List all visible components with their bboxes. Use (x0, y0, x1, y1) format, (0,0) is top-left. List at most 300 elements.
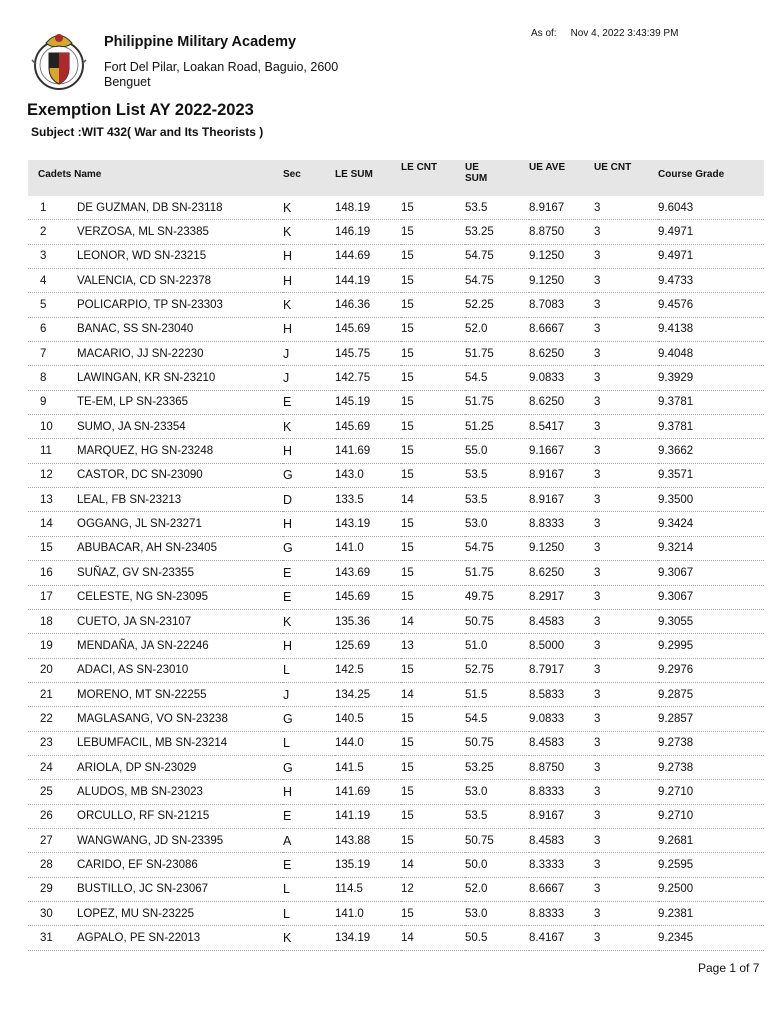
le-cnt: 14 (401, 609, 465, 633)
table-row (28, 731, 764, 755)
ue-cnt: 3 (594, 585, 658, 609)
cadet-name: CARIDO, EF SN-23086 (77, 853, 283, 877)
ue-sum: 54.5 (465, 707, 529, 731)
ue-cnt: 3 (594, 682, 658, 706)
course-grade: 9.2976 (658, 658, 764, 682)
table-row (28, 415, 764, 439)
row-number: 5 (28, 293, 77, 317)
le-sum: 141.0 (335, 536, 401, 560)
ue-ave: 8.7083 (529, 293, 594, 317)
ue-ave: 8.3333 (529, 853, 594, 877)
section: H (283, 269, 335, 293)
ue-ave: 8.6667 (529, 877, 594, 901)
row-number: 24 (28, 755, 77, 779)
row-number: 10 (28, 415, 77, 439)
ue-sum: 53.5 (465, 463, 529, 487)
row-number: 4 (28, 269, 77, 293)
ue-cnt: 3 (594, 634, 658, 658)
le-cnt: 15 (401, 269, 465, 293)
ue-sum: 51.0 (465, 634, 529, 658)
org-name: Philippine Military Academy (104, 34, 297, 50)
le-sum: 145.69 (335, 585, 401, 609)
le-cnt: 15 (401, 220, 465, 244)
row-number: 9 (28, 390, 77, 414)
cadet-name: LEBUMFACIL, MB SN-23214 (77, 731, 283, 755)
course-grade: 9.3929 (658, 366, 764, 390)
le-sum: 143.88 (335, 828, 401, 852)
ue-ave: 8.9167 (529, 488, 594, 512)
table-row (28, 707, 764, 731)
ue-ave: 8.8333 (529, 901, 594, 925)
row-number: 13 (28, 488, 77, 512)
course-grade: 9.3571 (658, 463, 764, 487)
row-number: 14 (28, 512, 77, 536)
table-row (28, 244, 764, 268)
course-grade: 9.2738 (658, 731, 764, 755)
le-sum: 145.19 (335, 390, 401, 414)
ue-cnt: 3 (594, 439, 658, 463)
le-cnt: 15 (401, 536, 465, 560)
table-row (28, 877, 764, 901)
table-row (28, 658, 764, 682)
cadet-name: VERZOSA, ML SN-23385 (77, 220, 283, 244)
le-cnt: 15 (401, 366, 465, 390)
le-cnt: 15 (401, 658, 465, 682)
row-number: 8 (28, 366, 77, 390)
ue-cnt: 3 (594, 269, 658, 293)
cadet-name: MACARIO, JJ SN-22230 (77, 342, 283, 366)
ue-ave: 8.4583 (529, 828, 594, 852)
course-grade: 9.2595 (658, 853, 764, 877)
le-cnt: 15 (401, 342, 465, 366)
col-header-name: Cadets Name (28, 160, 283, 196)
row-number: 3 (28, 244, 77, 268)
table-row (28, 901, 764, 925)
le-cnt: 15 (401, 463, 465, 487)
section: L (283, 901, 335, 925)
table-row (28, 196, 764, 220)
le-cnt: 14 (401, 488, 465, 512)
ue-ave: 8.2917 (529, 585, 594, 609)
course-grade: 9.3424 (658, 512, 764, 536)
le-cnt: 15 (401, 415, 465, 439)
le-cnt: 15 (401, 707, 465, 731)
table-row (28, 926, 764, 950)
row-number: 2 (28, 220, 77, 244)
table-row (28, 828, 764, 852)
ue-cnt: 3 (594, 561, 658, 585)
le-cnt: 15 (401, 512, 465, 536)
ue-cnt: 3 (594, 901, 658, 925)
ue-sum: 53.0 (465, 901, 529, 925)
course-grade: 9.3067 (658, 561, 764, 585)
ue-cnt: 3 (594, 512, 658, 536)
ue-ave: 9.0833 (529, 366, 594, 390)
ue-sum: 53.5 (465, 804, 529, 828)
ue-sum: 53.25 (465, 220, 529, 244)
le-cnt: 14 (401, 926, 465, 950)
le-sum: 143.69 (335, 561, 401, 585)
row-number: 20 (28, 658, 77, 682)
ue-sum: 54.75 (465, 244, 529, 268)
ue-cnt: 3 (594, 536, 658, 560)
ue-sum: 50.75 (465, 828, 529, 852)
ue-ave: 8.6250 (529, 342, 594, 366)
section: H (283, 512, 335, 536)
course-grade: 9.2738 (658, 755, 764, 779)
cadet-name: LAWINGAN, KR SN-23210 (77, 366, 283, 390)
row-number: 6 (28, 317, 77, 341)
le-cnt: 15 (401, 780, 465, 804)
le-sum: 146.36 (335, 293, 401, 317)
le-sum: 114.5 (335, 877, 401, 901)
section: K (283, 220, 335, 244)
course-grade: 9.6043 (658, 196, 764, 220)
le-sum: 144.69 (335, 244, 401, 268)
section: K (283, 196, 335, 220)
cadet-name: LOPEZ, MU SN-23225 (77, 901, 283, 925)
page-number: Page 1 of 7 (698, 961, 760, 975)
le-cnt: 14 (401, 682, 465, 706)
le-sum: 145.69 (335, 415, 401, 439)
course-grade: 9.2681 (658, 828, 764, 852)
ue-ave: 9.1250 (529, 244, 594, 268)
cadet-name: MORENO, MT SN-22255 (77, 682, 283, 706)
ue-sum: 51.75 (465, 561, 529, 585)
row-number: 21 (28, 682, 77, 706)
pma-crest-icon (28, 24, 90, 94)
course-grade: 9.3781 (658, 415, 764, 439)
row-number: 15 (28, 536, 77, 560)
ue-sum: 55.0 (465, 439, 529, 463)
section: E (283, 804, 335, 828)
course-grade: 9.3662 (658, 439, 764, 463)
ue-sum: 54.75 (465, 269, 529, 293)
ue-cnt: 3 (594, 780, 658, 804)
table-row (28, 269, 764, 293)
ue-cnt: 3 (594, 317, 658, 341)
ue-cnt: 3 (594, 488, 658, 512)
section: H (283, 244, 335, 268)
cadet-name: MAGLASANG, VO SN-23238 (77, 707, 283, 731)
cadet-name: WANGWANG, JD SN-23395 (77, 828, 283, 852)
cadet-name: ARIOLA, DP SN-23029 (77, 755, 283, 779)
table-row (28, 780, 764, 804)
ue-sum: 54.5 (465, 366, 529, 390)
ue-ave: 8.5000 (529, 634, 594, 658)
ue-ave: 9.0833 (529, 707, 594, 731)
le-cnt: 15 (401, 439, 465, 463)
ue-cnt: 3 (594, 244, 658, 268)
col-header-ue-sum (465, 160, 529, 196)
row-number: 27 (28, 828, 77, 852)
cadet-name: BANAC, SS SN-23040 (77, 317, 283, 341)
course-grade: 9.2381 (658, 901, 764, 925)
address-line-2: Benguet (104, 75, 151, 89)
ue-ave: 8.6250 (529, 390, 594, 414)
section: K (283, 926, 335, 950)
le-cnt: 12 (401, 877, 465, 901)
table-row (28, 804, 764, 828)
section: G (283, 755, 335, 779)
course-grade: 9.2875 (658, 682, 764, 706)
section: K (283, 293, 335, 317)
le-cnt: 15 (401, 901, 465, 925)
row-number: 17 (28, 585, 77, 609)
le-sum: 144.0 (335, 731, 401, 755)
table-row (28, 342, 764, 366)
ue-sum: 53.25 (465, 755, 529, 779)
le-sum: 135.36 (335, 609, 401, 633)
le-cnt: 15 (401, 390, 465, 414)
le-cnt: 14 (401, 853, 465, 877)
col-header-course-grade: Course Grade (658, 160, 764, 196)
le-sum: 141.0 (335, 901, 401, 925)
row-number: 30 (28, 901, 77, 925)
row-number: 29 (28, 877, 77, 901)
col-header-sec: Sec (283, 160, 335, 196)
le-sum: 143.19 (335, 512, 401, 536)
ue-sum: 53.5 (465, 488, 529, 512)
course-grade: 9.4138 (658, 317, 764, 341)
ue-cnt: 3 (594, 415, 658, 439)
section: K (283, 415, 335, 439)
course-grade: 9.3500 (658, 488, 764, 512)
section: E (283, 585, 335, 609)
ue-cnt: 3 (594, 293, 658, 317)
ue-sum: 52.0 (465, 317, 529, 341)
le-sum: 144.19 (335, 269, 401, 293)
ue-cnt: 3 (594, 658, 658, 682)
le-sum: 141.69 (335, 439, 401, 463)
section: H (283, 780, 335, 804)
cadet-name: MARQUEZ, HG SN-23248 (77, 439, 283, 463)
ue-cnt: 3 (594, 877, 658, 901)
ue-sum: 50.5 (465, 926, 529, 950)
le-sum: 142.75 (335, 366, 401, 390)
le-sum: 125.69 (335, 634, 401, 658)
section: H (283, 317, 335, 341)
ue-sum: 51.75 (465, 342, 529, 366)
ue-cnt: 3 (594, 731, 658, 755)
le-cnt: 15 (401, 293, 465, 317)
ue-sum: 51.5 (465, 682, 529, 706)
ue-ave: 9.1250 (529, 269, 594, 293)
section: J (283, 342, 335, 366)
cadet-name: POLICARPIO, TP SN-23303 (77, 293, 283, 317)
table-row (28, 366, 764, 390)
table-row (28, 293, 764, 317)
le-cnt: 15 (401, 755, 465, 779)
ue-cnt: 3 (594, 804, 658, 828)
le-cnt: 15 (401, 804, 465, 828)
table-row (28, 536, 764, 560)
le-sum: 135.19 (335, 853, 401, 877)
table-row (28, 853, 764, 877)
ue-ave: 8.5833 (529, 682, 594, 706)
ue-ave: 9.1250 (529, 536, 594, 560)
subject-line: Subject :WIT 432( War and Its Theorists ) (31, 125, 264, 139)
ue-ave: 8.4167 (529, 926, 594, 950)
le-sum: 141.19 (335, 804, 401, 828)
ue-cnt: 3 (594, 707, 658, 731)
cadet-name: LEAL, FB SN-23213 (77, 488, 283, 512)
ue-sum: 52.25 (465, 293, 529, 317)
row-number: 23 (28, 731, 77, 755)
cadet-name: ADACI, AS SN-23010 (77, 658, 283, 682)
cadet-name: OGGANG, JL SN-23271 (77, 512, 283, 536)
le-sum: 134.25 (335, 682, 401, 706)
ue-ave: 8.5417 (529, 415, 594, 439)
ue-sum: 54.75 (465, 536, 529, 560)
le-sum: 140.5 (335, 707, 401, 731)
ue-ave: 8.9167 (529, 804, 594, 828)
course-grade: 9.2345 (658, 926, 764, 950)
org-address (104, 60, 364, 90)
ue-sum: 52.75 (465, 658, 529, 682)
ue-cnt: 3 (594, 390, 658, 414)
row-number: 25 (28, 780, 77, 804)
cadet-name: CUETO, JA SN-23107 (77, 609, 283, 633)
ue-ave: 8.8333 (529, 512, 594, 536)
as-of-line (531, 28, 678, 39)
table-row (28, 585, 764, 609)
ue-ave: 9.1667 (529, 439, 594, 463)
table-row (28, 561, 764, 585)
ue-sum: 52.0 (465, 877, 529, 901)
section: J (283, 366, 335, 390)
course-grade: 9.2710 (658, 804, 764, 828)
cadet-name: MENDAÑA, JA SN-22246 (77, 634, 283, 658)
ue-cnt: 3 (594, 220, 658, 244)
cadet-name: ABUBACAR, AH SN-23405 (77, 536, 283, 560)
ue-ave: 8.9167 (529, 196, 594, 220)
le-cnt: 15 (401, 585, 465, 609)
cadet-name: BUSTILLO, JC SN-23067 (77, 877, 283, 901)
course-grade: 9.4971 (658, 220, 764, 244)
le-sum: 142.5 (335, 658, 401, 682)
table-row (28, 755, 764, 779)
row-number: 11 (28, 439, 77, 463)
col-header-le-cnt: LE CNT (401, 160, 465, 196)
table-row (28, 609, 764, 633)
table-row (28, 488, 764, 512)
row-number: 12 (28, 463, 77, 487)
ue-ave: 8.9167 (529, 463, 594, 487)
course-grade: 9.3067 (658, 585, 764, 609)
ue-sum-line-2: SUM (465, 173, 488, 184)
row-number: 16 (28, 561, 77, 585)
ue-sum: 51.75 (465, 390, 529, 414)
row-number: 22 (28, 707, 77, 731)
ue-ave: 8.4583 (529, 731, 594, 755)
table-row (28, 390, 764, 414)
row-number: 19 (28, 634, 77, 658)
cadet-name: LEONOR, WD SN-23215 (77, 244, 283, 268)
cadet-name: CASTOR, DC SN-23090 (77, 463, 283, 487)
document-title: Exemption List AY 2022-2023 (27, 101, 254, 119)
le-cnt: 15 (401, 731, 465, 755)
section: E (283, 390, 335, 414)
row-number: 1 (28, 196, 77, 220)
course-grade: 9.4048 (658, 342, 764, 366)
ue-ave: 8.4583 (529, 609, 594, 633)
le-cnt: 15 (401, 561, 465, 585)
course-grade: 9.3214 (658, 536, 764, 560)
row-number: 7 (28, 342, 77, 366)
le-sum: 145.75 (335, 342, 401, 366)
table-row (28, 439, 764, 463)
ue-ave: 8.7917 (529, 658, 594, 682)
le-sum: 143.0 (335, 463, 401, 487)
le-sum: 148.19 (335, 196, 401, 220)
course-grade: 9.2500 (658, 877, 764, 901)
row-number: 28 (28, 853, 77, 877)
ue-sum: 53.0 (465, 780, 529, 804)
course-grade: 9.4576 (658, 293, 764, 317)
section: D (283, 488, 335, 512)
address-line-1: Fort Del Pilar, Loakan Road, Baguio, 2600 (104, 60, 339, 74)
ue-cnt: 3 (594, 609, 658, 633)
ue-ave: 8.8333 (529, 780, 594, 804)
course-grade: 9.4971 (658, 244, 764, 268)
section: E (283, 561, 335, 585)
course-grade: 9.2995 (658, 634, 764, 658)
ue-ave: 8.8750 (529, 755, 594, 779)
le-sum: 134.19 (335, 926, 401, 950)
ue-cnt: 3 (594, 853, 658, 877)
ue-cnt: 3 (594, 926, 658, 950)
section: G (283, 463, 335, 487)
cadet-name: DE GUZMAN, DB SN-23118 (77, 196, 283, 220)
exemption-table (28, 160, 764, 951)
ue-sum: 50.75 (465, 731, 529, 755)
section: H (283, 439, 335, 463)
cadet-name: CELESTE, NG SN-23095 (77, 585, 283, 609)
table-row (28, 220, 764, 244)
table-row (28, 317, 764, 341)
section: L (283, 658, 335, 682)
le-sum: 141.5 (335, 755, 401, 779)
le-cnt: 15 (401, 196, 465, 220)
le-cnt: 15 (401, 244, 465, 268)
ue-cnt: 3 (594, 828, 658, 852)
section: A (283, 828, 335, 852)
col-header-ue-cnt: UE CNT (594, 160, 658, 196)
as-of-timestamp: Nov 4, 2022 3:43:39 PM (570, 28, 679, 39)
section: G (283, 707, 335, 731)
ue-sum: 53.0 (465, 512, 529, 536)
ue-ave: 8.6250 (529, 561, 594, 585)
section: L (283, 731, 335, 755)
table-row (28, 634, 764, 658)
row-number: 18 (28, 609, 77, 633)
table-header-row (28, 160, 764, 196)
section: K (283, 609, 335, 633)
section: J (283, 682, 335, 706)
le-cnt: 15 (401, 828, 465, 852)
course-grade: 9.2857 (658, 707, 764, 731)
ue-cnt: 3 (594, 366, 658, 390)
cadet-name: AGPALO, PE SN-22013 (77, 926, 283, 950)
le-sum: 141.69 (335, 780, 401, 804)
le-sum: 145.69 (335, 317, 401, 341)
cadet-name: SUMO, JA SN-23354 (77, 415, 283, 439)
course-grade: 9.3781 (658, 390, 764, 414)
table-row (28, 512, 764, 536)
ue-cnt: 3 (594, 755, 658, 779)
course-grade: 9.3055 (658, 609, 764, 633)
